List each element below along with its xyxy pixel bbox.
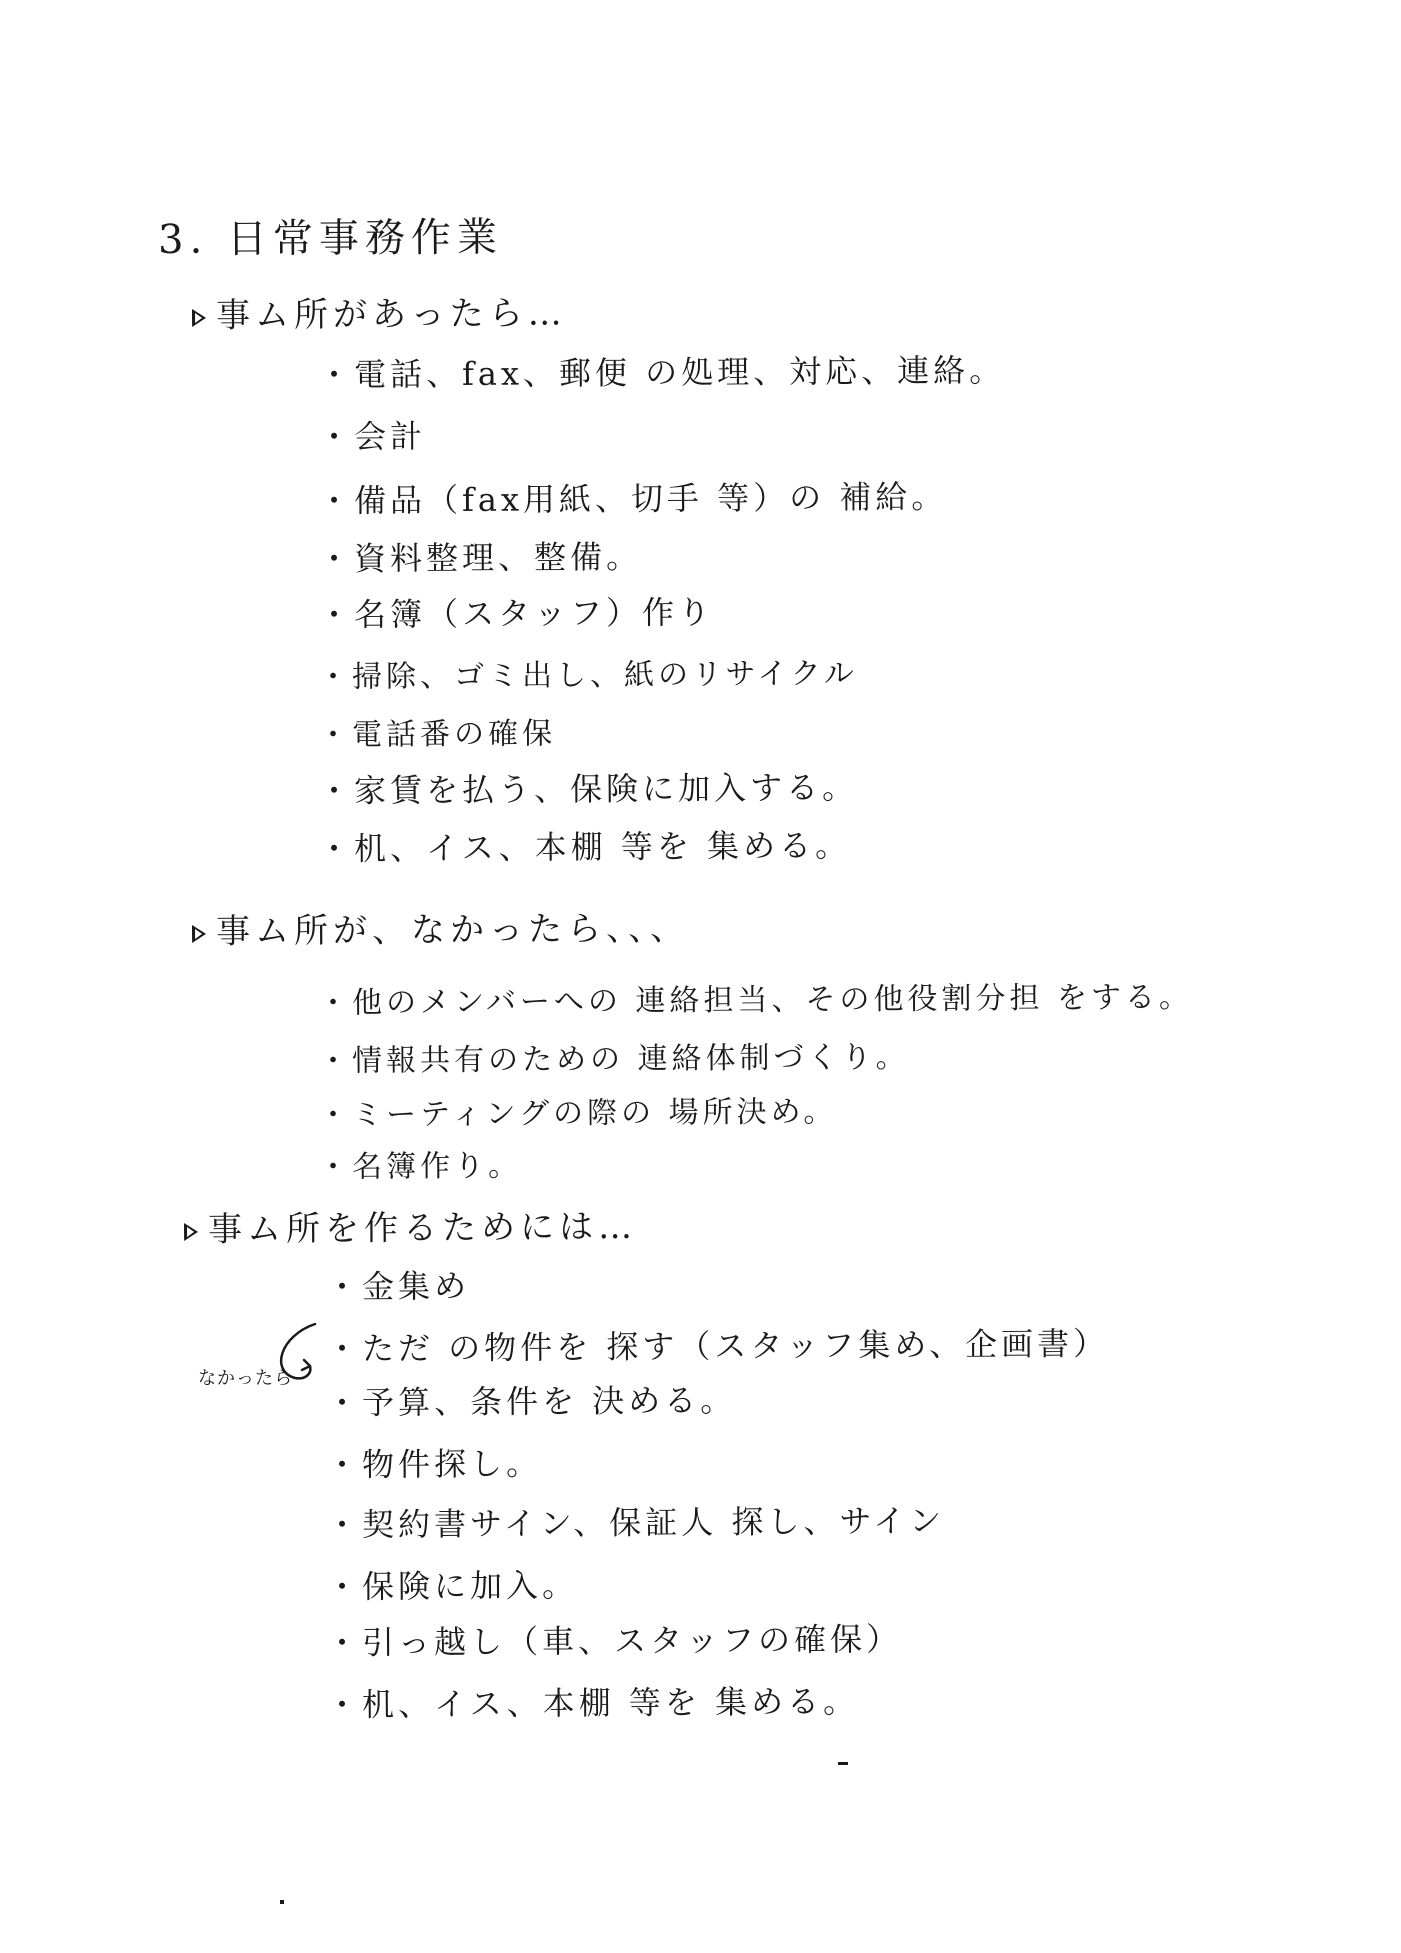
list-item: ・家賃を払う、保険に加入する。	[317, 768, 859, 810]
list-item: ・ミーティングの際の 場所決め。	[317, 1094, 838, 1133]
triangle-bullet-icon	[192, 309, 206, 327]
list-item: ・引っ越し（車、スタッフの確保）	[325, 1619, 903, 1662]
list-item: ・保険に加入。	[325, 1566, 579, 1606]
section-heading-to-make-office: 事ム所を作るためには…	[184, 1199, 637, 1251]
list-item: ・他のメンバーへの 連絡担当、その他役割分担 をする。	[317, 979, 1194, 1021]
scan-speck	[280, 1900, 284, 1904]
section-heading-without-office: 事ム所が、なかったら、、、	[192, 901, 689, 953]
list-item: ・金集め	[325, 1266, 471, 1306]
list-item: ・資料整理、整備。	[317, 537, 643, 578]
list-item: ・物件探し。	[325, 1444, 543, 1484]
list-item: ・机、イス、本棚 等を 集める。	[317, 826, 852, 868]
list-item: ・契約書サイン、保証人 探し、サイン	[325, 1501, 946, 1544]
side-note: なかったら	[198, 1368, 293, 1389]
curved-arrow-icon	[260, 1316, 330, 1396]
section-heading-with-office: 事ム所があったら…	[192, 285, 567, 337]
list-item: ・机、イス、本棚 等を 集める。	[325, 1682, 860, 1724]
list-item: ・予算、条件を 決める。	[325, 1381, 737, 1422]
scan-speck	[838, 1762, 848, 1765]
list-item: ・電話、fax、郵便 の処理、対応、連絡。	[317, 351, 1006, 394]
triangle-bullet-icon	[192, 925, 206, 943]
list-item: ・情報共有のための 連絡体制づくり。	[317, 1039, 910, 1079]
triangle-bullet-icon	[184, 1223, 198, 1241]
list-item: ・備品（fax用紙、切手 等）の 補給。	[317, 477, 948, 520]
list-item: ・ただ の物件を 探す（スタッフ集め、企画書）	[325, 1324, 1110, 1368]
list-item: ・電話番の確保	[317, 716, 557, 753]
page-title: 3. 日常事務作業	[157, 214, 504, 263]
list-item: ・会計	[317, 417, 427, 456]
list-item: ・掃除、ゴミ出し、紙のリサイクル	[317, 656, 858, 695]
list-item: ・名簿作り。	[317, 1148, 523, 1185]
list-item: ・名簿（スタッフ）作り	[317, 593, 715, 634]
